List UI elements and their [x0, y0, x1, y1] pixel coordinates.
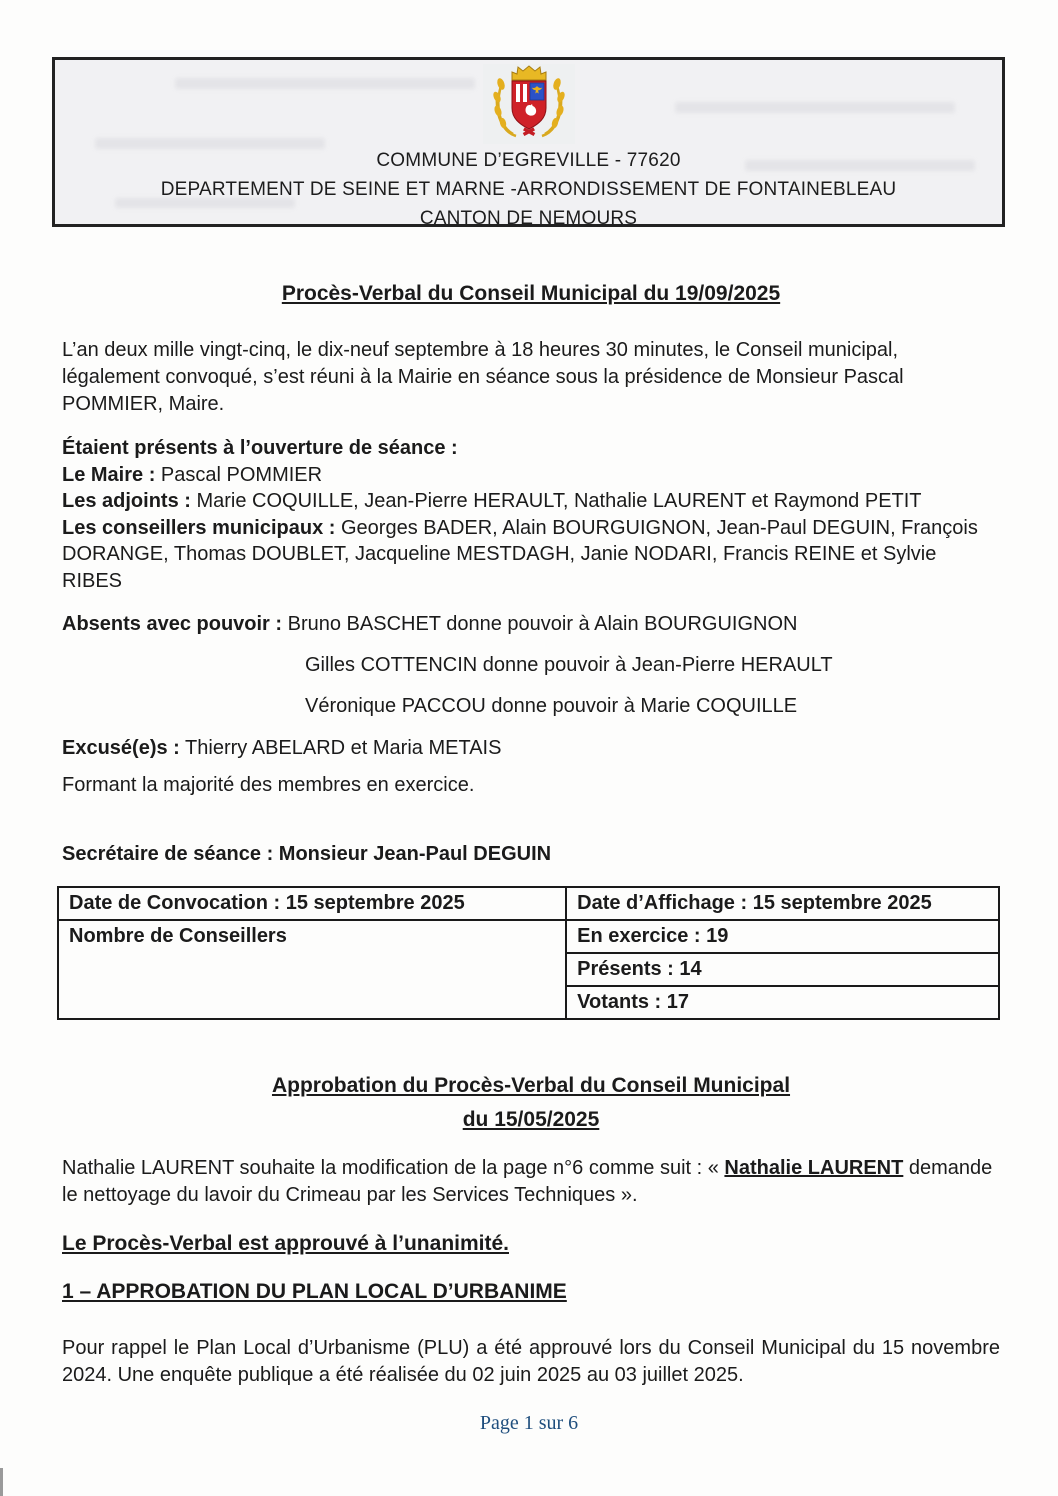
table-row — [58, 920, 999, 953]
attendance-heading: Étaient présents à l’ouverture de séance : — [62, 437, 458, 459]
approbation-paragraph — [62, 1155, 1000, 1209]
en-exercice-cell: En exercice : 19 — [566, 920, 999, 953]
adjoints-value: Marie COQUILLE, Jean-Pierre HERAULT, Nathalie LAURENT et Raymond PETIT — [196, 490, 922, 512]
excused-label: Excusé(e)s : — [62, 737, 180, 759]
adjoints-label: Les adjoints : — [62, 490, 191, 512]
presents-cell: Présents : 14 — [566, 953, 999, 986]
departement-line: DEPARTEMENT DE SEINE ET MARNE -ARRONDISSEMENT DE FONTAINEBLEAU — [160, 179, 897, 200]
nombre-conseillers-cell: Nombre de Conseillers — [58, 920, 566, 1019]
votants-cell: Votants : 17 — [566, 986, 999, 1019]
quorum-line: Formant la majorité des membres en exercice. — [62, 774, 475, 796]
bleed-through-artifact — [95, 138, 325, 149]
table-row — [58, 887, 999, 920]
scan-edge-artifact — [0, 1468, 3, 1496]
section-1-paragraph: Pour rappel le Plan Local d’Urbanisme (PLU) a été approuvé lors du Conseil Municipal du 15 novembre 2024. Une enquête publique a été réalisée du 02 juin 2025 au 03 juillet 2025. — [62, 1337, 1000, 1386]
egreville-coat-of-arms-icon — [483, 64, 575, 144]
adjoints-line — [62, 488, 1000, 515]
document-title — [62, 280, 1000, 307]
absents-item-3: Véronique PACCOU donne pouvoir à Marie COQUILLE — [305, 695, 798, 717]
attendance-block — [62, 435, 1000, 594]
maire-line — [62, 462, 1000, 489]
bleed-through-artifact — [175, 78, 475, 89]
canton-line: CANTON DE NEMOURS — [419, 208, 638, 229]
absents-label: Absents avec pouvoir : — [62, 613, 283, 635]
absents-item-1: Bruno BASCHET donne pouvoir à Alain BOURGUIGNON — [287, 613, 798, 635]
commune-header-box — [52, 57, 1005, 227]
convocation-date-cell: Date de Convocation : 15 septembre 2025 — [58, 887, 566, 920]
section-1-heading: 1 – APPROBATION DU PLAN LOCAL D’URBANIME — [62, 1280, 567, 1303]
bleed-through-artifact — [675, 102, 955, 113]
absents-first-line — [62, 611, 1000, 638]
secretary-line: Secrétaire de séance : Monsieur Jean-Paul DEGUIN — [62, 843, 552, 865]
excused-value: Thierry ABELARD et Maria METAIS — [185, 737, 502, 759]
intro-paragraph: L’an deux mille vingt-cinq, le dix-neuf septembre à 18 heures 30 minutes, le Conseil municipal, légalement convoqué, s’est réuni à la Mairie en séance sous la présidence de Monsieur Pascal POMMIER, Maire. — [62, 339, 904, 415]
absents-item-2: Gilles COTTENCIN donne pouvoir à Jean-Pierre HERAULT — [305, 654, 833, 676]
bleed-through-artifact — [115, 198, 295, 208]
affichage-date-cell: Date d’Affichage : 15 septembre 2025 — [566, 887, 999, 920]
document-title-text: Procès-Verbal du Conseil Municipal du 19/09/2025 — [281, 282, 781, 305]
bleed-through-artifact — [745, 160, 975, 171]
maire-value: Pascal POMMIER — [160, 463, 323, 486]
approbation-heading — [62, 1069, 1000, 1137]
approbation-para-after: demande le nettoyage du lavoir du Crimeau par les Services Techniques ». — [62, 1157, 993, 1206]
session-info-table — [57, 886, 1000, 1020]
approbation-para-before: Nathalie LAURENT souhaite la modification de la page n°6 comme suit : « — [62, 1157, 725, 1179]
conseillers-label: Les conseillers municipaux : — [62, 516, 336, 539]
maire-label: Le Maire : — [62, 463, 156, 486]
approbation-heading-line1: Approbation du Procès-Verbal du Conseil Municipal — [271, 1074, 791, 1097]
commune-name: COMMUNE D’EGREVILLE - 77620 — [376, 150, 681, 171]
conseillers-value: Georges BADER, Alain BOURGUIGNON, Jean-Paul DEGUIN, François DORANGE, Thomas DOUBLET, Jacqueline MESTDAGH, Janie NODARI, Francis REINE et Sylvie RIBES — [62, 516, 978, 592]
excused-line — [62, 735, 1000, 762]
approbation-heading-line2: du 15/05/2025 — [462, 1108, 600, 1131]
page-number: Page 1 sur 6 — [479, 1412, 579, 1434]
absents-block — [62, 611, 1000, 720]
approbation-decision: Le Procès-Verbal est approuvé à l’unanimité. — [62, 1232, 509, 1255]
approbation-para-bold-name: Nathalie LAURENT — [724, 1157, 904, 1179]
conseillers-line — [62, 515, 1000, 595]
